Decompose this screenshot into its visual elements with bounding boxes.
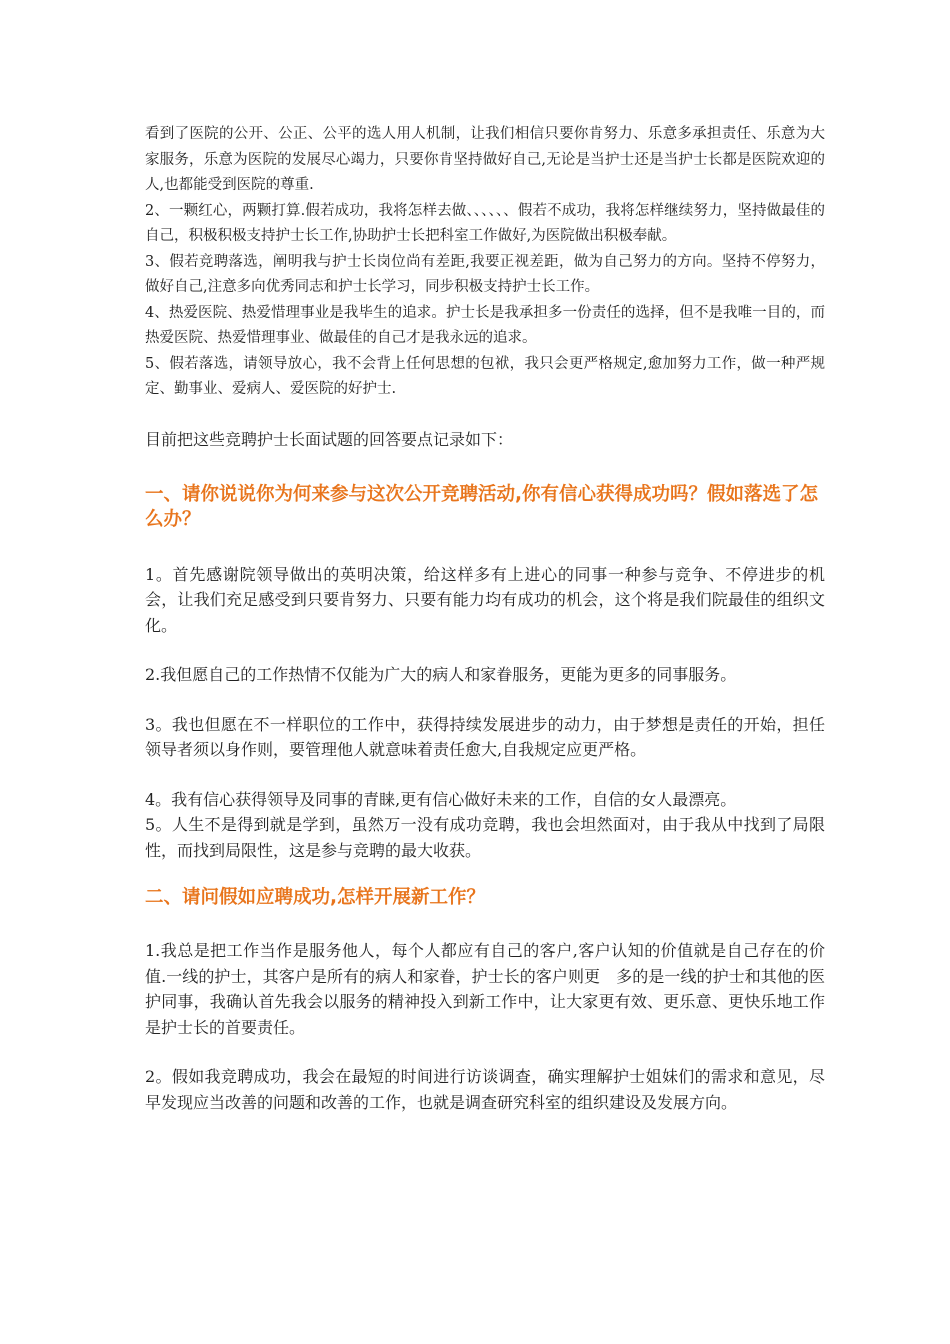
intro-paragraph-4: 4、热爱医院、热爱惜理事业是我毕生的追求。护士长是我承担多一份责任的选择，但不是我唯一目的，而热爱医院、热爱惜理事业、做最佳的自己才是我永远的追求。 (145, 304, 825, 346)
section-2-answer-2: 2。假如我竞聘成功，我会在最短的时间进行访谈调查，确实理解护士姐妹们的需求和意见，尽早发现应当改善的问题和改善的工作，也就是调查研究科室的组织建设及发展方向。 (145, 1067, 825, 1112)
section-1-answer-1: 1。首先感谢院领导做出的英明决策，给这样多有上进心的同事一种参与竞争、不停进步的机会，让我们充足感受到只要肯努力、只要有能力均有成功的机会，这个将是我们院最佳的组织文化。 (145, 564, 825, 635)
intro-block (145, 122, 825, 403)
document-page (145, 122, 825, 1115)
intro-paragraph-3: 3、假若竞聘落选，阐明我与护士长岗位尚有差距,我要正视差距，做为自己努力的方向。坚持不停努力，做好自己,注意多向优秀同志和护士长学习，同步积极支持护士长工作。 (145, 253, 825, 295)
section-1-answer-2: 2.我但愿自己的工作热情不仅能为广大的病人和家眷服务，更能为更多的同事服务。 (145, 665, 737, 684)
section-2-heading: 二、请问假如应聘成功,怎样开展新工作？ (145, 887, 486, 908)
section-1-answer-4: 4。我有信心获得领导及同事的青睐,更有信心做好未来的工作，自信的女人最漂亮。 (145, 789, 737, 809)
section-2-answer-1: 1.我总是把工作当作是服务他人，每个人都应有自己的客户,客户认知的价值就是自己存在的价值.一线的护士，其客户是所有的病人和家眷，护士长的客户则更 多的是一线的护士和其他的医护同事，我确认首先我会以服务的精神投入到新工作中，让大家更有效、更乐意、更快乐地工作是护士长的首要责任。 (145, 941, 825, 1037)
lead-sentence: 目前把这些竞聘护士长面试题的回答要点记录如下： (145, 429, 514, 449)
section-1-answer-3: 3。我也但愿在不一样职位的工作中，获得持续发展进步的动力，由于梦想是责任的开始，担任领导者须以身作则，要管理他人就意味着责任愈大,自我规定应更严格。 (145, 714, 825, 759)
section-1-heading: 一、请你说说你为何来参与这次公开竞聘活动,你有信心获得成功吗？假如落选了怎么办？ (145, 483, 819, 530)
intro-paragraph-2: 2、一颗红心，两颗打算.假若成功，我将怎样去做、、、、、、假若不成功，我将怎样继续努力，坚持做最佳的自己，积极积极支持护士长工作,协助护士长把科室工作做好,为医院做出积极奉献。 (145, 202, 825, 244)
section-1-answer-5: 5。人生不是得到就是学到，虽然万一没有成功竞聘，我也会坦然面对，由于我从中找到了局限性，而找到局限性，这是参与竞聘的最大收获。 (145, 815, 825, 860)
intro-paragraph-5: 5、假若落选，请领导放心，我不会背上任何思想的包袱，我只会更严格规定,愈加努力工作，做一种严规定、勤事业、爱病人、爱医院的好护士. (145, 355, 825, 397)
intro-paragraph-1: 看到了医院的公开、公正、公平的选人用人机制，让我们相信只要你肯努力、乐意多承担责任、乐意为大家服务，乐意为医院的发展尽心竭力，只要你肯坚持做好自己,无论是当护士还是当护士长都是医院欢迎的人,也都能受到医院的尊重. (145, 126, 825, 193)
